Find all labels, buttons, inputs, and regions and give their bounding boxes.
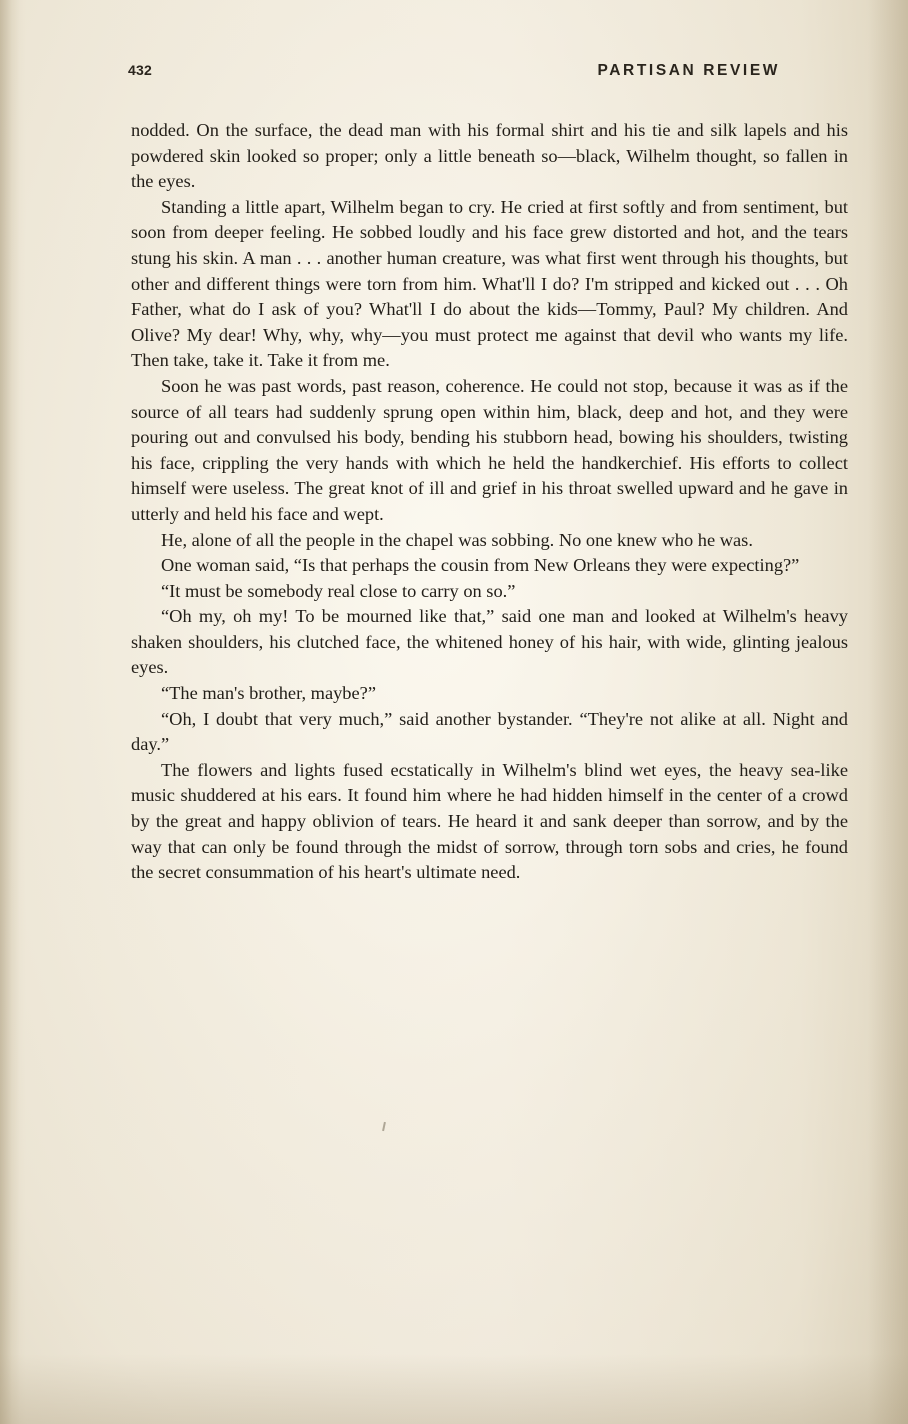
running-head <box>128 62 780 84</box>
body-text <box>131 118 848 886</box>
body-paragraph: “Oh my, oh my! To be mourned like that,” said one man and looked at Wilhelm's heavy shaken shoulders, his clutched face, the whitened honey of his hair, with wide, glinting jealous eyes. <box>131 606 848 678</box>
body-paragraph: He, alone of all the people in the chapel was sobbing. No one knew who he was. <box>161 529 753 550</box>
body-paragraph: One woman said, “Is that perhaps the cousin from New Orleans they were expecting?” <box>161 555 800 576</box>
body-paragraph: Standing a little apart, Wilhelm began to cry. He cried at first softly and from sentiment, but soon from deeper feeling. He sobbed loudly and his face grew distorted and hot, and the tears stung his skin. A man . . . another human creature, was what first went through his thoughts, but other and different things were torn from him. What'll I do? I'm stripped and kicked out . . . Oh Father, what do I ask of you? What'll I do about the kids—Tommy, Paul? My children. And Olive? My dear! Why, why, why—you must protect me against that devil who wants my life. Then take, take it. Take it from me. <box>131 196 848 371</box>
body-paragraph: The flowers and lights fused ecstatically in Wilhelm's blind wet eyes, the heavy sea-like music shuddered at his ears. It found him where he had hidden himself in the center of a crowd by the great and happy oblivion of tears. He heard it and sank deeper than sorrow, and by the way that can only be found through the midst of sorrow, through torn sobs and cries, he found the secret consummation of his heart's ultimate need. <box>131 759 848 883</box>
journal-title: PARTISAN REVIEW <box>597 62 780 79</box>
body-paragraph: “The man's brother, maybe?” <box>161 683 376 704</box>
body-paragraph: Soon he was past words, past reason, coherence. He could not stop, because it was as if the source of all tears had suddenly sprung open within him, black, deep and hot, and they were pouring out and convulsed his body, bending his stubborn head, bowing his shoulders, twisting his face, crippling the very hands with which he held the handkerchief. His efforts to collect himself were useless. The great knot of ill and grief in his throat swelled upward and he gave in utterly and held his face and wept. <box>131 375 848 524</box>
paper-speck <box>382 1122 386 1131</box>
page-right-edge-shadow <box>868 0 908 1424</box>
body-paragraph: nodded. On the surface, the dead man with his formal shirt and his tie and silk lapels and his powdered skin looked so proper; only a little beneath so—black, Wilhelm thought, so fallen in the eyes. <box>131 120 848 192</box>
body-paragraph: “Oh, I doubt that very much,” said another bystander. “They're not alike at all. Night and day.” <box>131 708 848 755</box>
body-paragraph: “It must be somebody real close to carry on so.” <box>161 580 516 601</box>
page-number: 432 <box>128 62 152 78</box>
page-bottom-edge-shadow <box>0 1354 908 1424</box>
page-binding-shadow <box>0 0 20 1424</box>
